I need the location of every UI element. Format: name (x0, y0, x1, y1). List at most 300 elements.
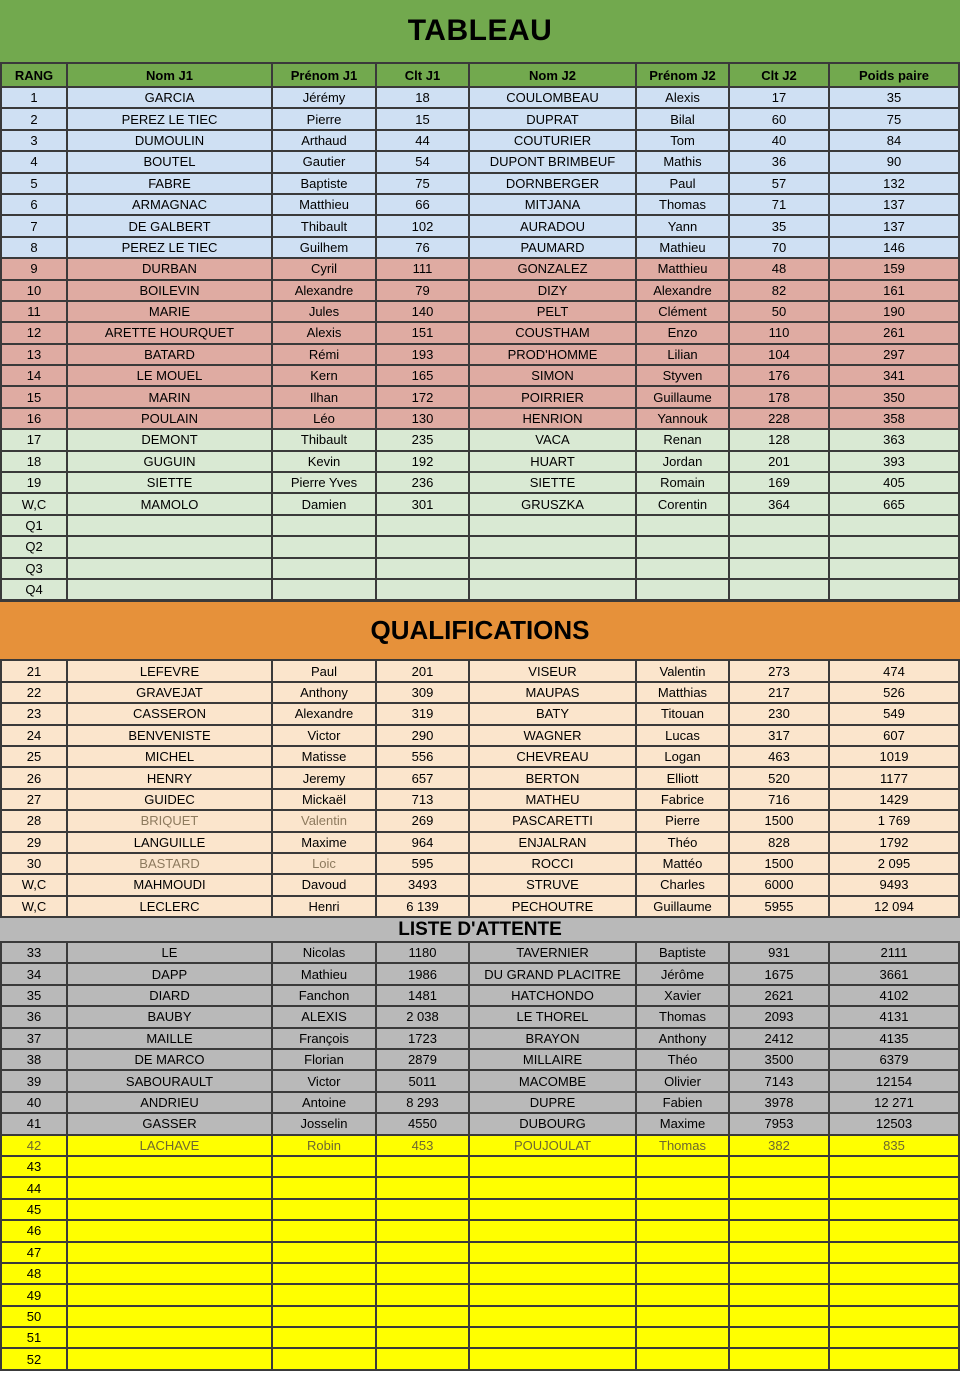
cell-nom-j1[interactable]: MARIE (68, 302, 273, 323)
cell-poids-paire[interactable]: 341 (830, 366, 960, 387)
column-header-nom-j1[interactable]: Nom J1 (68, 64, 273, 88)
cell-rang[interactable]: 4 (0, 152, 68, 173)
cell-nom-j2[interactable]: CHEVREAU (470, 747, 637, 768)
cell-poids-paire[interactable]: 4135 (830, 1029, 960, 1050)
cell-nom-j2[interactable]: PROD'HOMME (470, 345, 637, 366)
cell-rang[interactable]: 19 (0, 473, 68, 494)
cell-nom-j2[interactable] (470, 516, 637, 537)
cell-rang[interactable]: 40 (0, 1093, 68, 1114)
cell-clt-j1[interactable]: 453 (377, 1136, 470, 1157)
cell-rang[interactable]: 14 (0, 366, 68, 387)
cell-rang[interactable]: 41 (0, 1114, 68, 1135)
cell-clt-j2[interactable] (730, 1264, 830, 1285)
cell-clt-j1[interactable] (377, 1285, 470, 1306)
cell-poids-paire[interactable]: 835 (830, 1136, 960, 1157)
cell-poids-paire[interactable] (830, 1349, 960, 1370)
cell-nom-j1[interactable]: GASSER (68, 1114, 273, 1135)
cell-prenom-j1[interactable] (273, 1349, 377, 1370)
cell-prenom-j2[interactable]: Elliott (637, 768, 730, 789)
cell-clt-j2[interactable]: 50 (730, 302, 830, 323)
cell-prenom-j2[interactable] (637, 559, 730, 580)
cell-nom-j2[interactable]: DUPRE (470, 1093, 637, 1114)
cell-clt-j2[interactable]: 40 (730, 131, 830, 152)
cell-prenom-j2[interactable]: Jérôme (637, 964, 730, 985)
cell-nom-j2[interactable] (470, 1178, 637, 1199)
cell-clt-j2[interactable] (730, 1221, 830, 1242)
cell-rang[interactable]: 27 (0, 790, 68, 811)
cell-nom-j1[interactable]: ARETTE HOURQUET (68, 323, 273, 344)
cell-clt-j1[interactable]: 193 (377, 345, 470, 366)
cell-nom-j1[interactable]: HENRY (68, 768, 273, 789)
cell-nom-j2[interactable]: DU GRAND PLACITRE (470, 964, 637, 985)
cell-nom-j1[interactable]: POULAIN (68, 409, 273, 430)
banner-tableau[interactable] (0, 0, 960, 64)
cell-prenom-j2[interactable]: Lilian (637, 345, 730, 366)
cell-clt-j2[interactable] (730, 1349, 830, 1370)
cell-rang[interactable]: 38 (0, 1050, 68, 1071)
cell-prenom-j1[interactable]: Kevin (273, 452, 377, 473)
cell-prenom-j2[interactable]: Baptiste (637, 943, 730, 964)
cell-prenom-j1[interactable]: Victor (273, 726, 377, 747)
cell-nom-j1[interactable]: BASTARD (68, 854, 273, 875)
cell-prenom-j2[interactable]: Jordan (637, 452, 730, 473)
cell-clt-j2[interactable]: 178 (730, 387, 830, 408)
cell-poids-paire[interactable]: 9493 (830, 875, 960, 896)
cell-nom-j2[interactable]: BERTON (470, 768, 637, 789)
cell-rang[interactable]: 13 (0, 345, 68, 366)
cell-prenom-j2[interactable]: Matthias (637, 683, 730, 704)
cell-prenom-j1[interactable] (273, 559, 377, 580)
cell-clt-j2[interactable]: 176 (730, 366, 830, 387)
cell-rang[interactable]: W,C (0, 494, 68, 515)
cell-prenom-j2[interactable]: Olivier (637, 1071, 730, 1092)
cell-poids-paire[interactable]: 84 (830, 131, 960, 152)
cell-nom-j2[interactable]: ROCCI (470, 854, 637, 875)
cell-nom-j1[interactable]: FABRE (68, 174, 273, 195)
cell-rang[interactable]: 44 (0, 1178, 68, 1199)
cell-rang[interactable]: Q4 (0, 580, 68, 601)
cell-clt-j1[interactable] (377, 1200, 470, 1221)
cell-prenom-j1[interactable]: Anthony (273, 683, 377, 704)
cell-prenom-j2[interactable]: Matthieu (637, 259, 730, 280)
cell-prenom-j1[interactable] (273, 516, 377, 537)
cell-rang[interactable]: 8 (0, 238, 68, 259)
cell-nom-j2[interactable]: PELT (470, 302, 637, 323)
cell-clt-j2[interactable]: 201 (730, 452, 830, 473)
cell-prenom-j1[interactable]: Loic (273, 854, 377, 875)
cell-rang[interactable]: 10 (0, 281, 68, 302)
cell-poids-paire[interactable]: 146 (830, 238, 960, 259)
cell-clt-j2[interactable]: 35 (730, 216, 830, 237)
cell-poids-paire[interactable]: 12154 (830, 1071, 960, 1092)
cell-nom-j1[interactable]: DAPP (68, 964, 273, 985)
cell-poids-paire[interactable]: 2 095 (830, 854, 960, 875)
cell-poids-paire[interactable]: 137 (830, 195, 960, 216)
cell-rang[interactable]: 26 (0, 768, 68, 789)
cell-poids-paire[interactable]: 4102 (830, 986, 960, 1007)
cell-prenom-j2[interactable]: Tom (637, 131, 730, 152)
cell-poids-paire[interactable]: 3661 (830, 964, 960, 985)
cell-prenom-j2[interactable]: Pierre (637, 811, 730, 832)
cell-poids-paire[interactable]: 1 769 (830, 811, 960, 832)
cell-poids-paire[interactable]: 12503 (830, 1114, 960, 1135)
cell-prenom-j2[interactable] (637, 1285, 730, 1306)
cell-rang[interactable]: 16 (0, 409, 68, 430)
cell-nom-j2[interactable]: HUART (470, 452, 637, 473)
cell-prenom-j1[interactable] (273, 1307, 377, 1328)
cell-clt-j2[interactable]: 60 (730, 109, 830, 130)
cell-nom-j2[interactable]: GRUSZKA (470, 494, 637, 515)
cell-rang[interactable]: 22 (0, 683, 68, 704)
cell-rang[interactable]: 7 (0, 216, 68, 237)
cell-clt-j2[interactable]: 110 (730, 323, 830, 344)
cell-nom-j1[interactable] (68, 1243, 273, 1264)
cell-poids-paire[interactable]: 1177 (830, 768, 960, 789)
cell-clt-j2[interactable]: 364 (730, 494, 830, 515)
cell-rang[interactable]: 46 (0, 1221, 68, 1242)
banner-liste-attente[interactable] (0, 918, 960, 943)
cell-prenom-j1[interactable]: Alexandre (273, 281, 377, 302)
cell-rang[interactable]: 3 (0, 131, 68, 152)
cell-clt-j1[interactable]: 319 (377, 704, 470, 725)
cell-nom-j1[interactable] (68, 1157, 273, 1178)
cell-nom-j2[interactable]: COUSTHAM (470, 323, 637, 344)
cell-prenom-j1[interactable]: Matisse (273, 747, 377, 768)
cell-rang[interactable]: Q3 (0, 559, 68, 580)
cell-prenom-j1[interactable]: Jérémy (273, 88, 377, 109)
cell-prenom-j2[interactable]: Thomas (637, 1007, 730, 1028)
cell-prenom-j1[interactable] (273, 580, 377, 601)
cell-nom-j2[interactable] (470, 1328, 637, 1349)
cell-clt-j1[interactable]: 1180 (377, 943, 470, 964)
cell-clt-j1[interactable] (377, 559, 470, 580)
cell-rang[interactable]: 28 (0, 811, 68, 832)
cell-rang[interactable]: 42 (0, 1136, 68, 1157)
cell-nom-j2[interactable]: AURADOU (470, 216, 637, 237)
cell-clt-j2[interactable]: 1500 (730, 811, 830, 832)
cell-poids-paire[interactable] (830, 1200, 960, 1221)
cell-poids-paire[interactable] (830, 537, 960, 558)
column-header-clt-j2[interactable]: Clt J2 (730, 64, 830, 88)
cell-nom-j2[interactable] (470, 1349, 637, 1370)
cell-poids-paire[interactable]: 190 (830, 302, 960, 323)
cell-prenom-j2[interactable] (637, 1307, 730, 1328)
cell-rang[interactable]: 29 (0, 833, 68, 854)
cell-clt-j1[interactable]: 201 (377, 661, 470, 682)
cell-prenom-j2[interactable] (637, 516, 730, 537)
cell-clt-j2[interactable] (730, 559, 830, 580)
cell-nom-j1[interactable]: GARCIA (68, 88, 273, 109)
cell-prenom-j2[interactable]: Alexis (637, 88, 730, 109)
cell-prenom-j2[interactable]: Théo (637, 1050, 730, 1071)
cell-nom-j2[interactable]: COUTURIER (470, 131, 637, 152)
cell-clt-j1[interactable]: 556 (377, 747, 470, 768)
cell-clt-j1[interactable]: 964 (377, 833, 470, 854)
cell-clt-j2[interactable]: 1675 (730, 964, 830, 985)
cell-nom-j2[interactable] (470, 1221, 637, 1242)
cell-clt-j2[interactable]: 7953 (730, 1114, 830, 1135)
cell-nom-j1[interactable]: LEFEVRE (68, 661, 273, 682)
cell-nom-j1[interactable]: DUMOULIN (68, 131, 273, 152)
cell-poids-paire[interactable]: 35 (830, 88, 960, 109)
cell-prenom-j1[interactable]: Nicolas (273, 943, 377, 964)
cell-prenom-j1[interactable]: Damien (273, 494, 377, 515)
cell-prenom-j2[interactable] (637, 1178, 730, 1199)
cell-rang[interactable]: 25 (0, 747, 68, 768)
cell-nom-j2[interactable]: MACOMBE (470, 1071, 637, 1092)
cell-nom-j1[interactable]: ARMAGNAC (68, 195, 273, 216)
cell-rang[interactable]: 12 (0, 323, 68, 344)
cell-nom-j1[interactable]: DURBAN (68, 259, 273, 280)
cell-prenom-j2[interactable]: Théo (637, 833, 730, 854)
cell-poids-paire[interactable]: 132 (830, 174, 960, 195)
cell-nom-j1[interactable] (68, 1264, 273, 1285)
cell-prenom-j2[interactable]: Thomas (637, 195, 730, 216)
cell-prenom-j2[interactable]: Valentin (637, 661, 730, 682)
cell-clt-j1[interactable] (377, 1328, 470, 1349)
cell-poids-paire[interactable]: 405 (830, 473, 960, 494)
cell-poids-paire[interactable]: 1019 (830, 747, 960, 768)
cell-nom-j2[interactable]: ENJALRAN (470, 833, 637, 854)
cell-poids-paire[interactable]: 75 (830, 109, 960, 130)
cell-nom-j1[interactable]: MAHMOUDI (68, 875, 273, 896)
cell-poids-paire[interactable]: 159 (830, 259, 960, 280)
cell-nom-j1[interactable]: DE GALBERT (68, 216, 273, 237)
cell-clt-j1[interactable]: 18 (377, 88, 470, 109)
cell-prenom-j1[interactable]: Arthaud (273, 131, 377, 152)
cell-clt-j1[interactable]: 301 (377, 494, 470, 515)
cell-nom-j2[interactable] (470, 1243, 637, 1264)
banner-qualifications[interactable] (0, 601, 960, 661)
cell-nom-j2[interactable]: HATCHONDO (470, 986, 637, 1007)
cell-clt-j1[interactable] (377, 1243, 470, 1264)
cell-clt-j1[interactable]: 595 (377, 854, 470, 875)
cell-poids-paire[interactable]: 526 (830, 683, 960, 704)
cell-clt-j1[interactable]: 2879 (377, 1050, 470, 1071)
cell-nom-j2[interactable] (470, 580, 637, 601)
cell-nom-j2[interactable]: POUJOULAT (470, 1136, 637, 1157)
cell-prenom-j2[interactable]: Guillaume (637, 387, 730, 408)
cell-clt-j1[interactable]: 165 (377, 366, 470, 387)
cell-prenom-j1[interactable]: Mickaël (273, 790, 377, 811)
cell-prenom-j1[interactable] (273, 1178, 377, 1199)
cell-clt-j1[interactable]: 140 (377, 302, 470, 323)
cell-prenom-j1[interactable] (273, 1157, 377, 1178)
cell-nom-j1[interactable]: BENVENISTE (68, 726, 273, 747)
cell-rang[interactable]: 50 (0, 1307, 68, 1328)
cell-poids-paire[interactable]: 6379 (830, 1050, 960, 1071)
cell-prenom-j1[interactable]: Davoud (273, 875, 377, 896)
cell-prenom-j1[interactable] (273, 1328, 377, 1349)
cell-clt-j2[interactable]: 463 (730, 747, 830, 768)
cell-prenom-j1[interactable]: Antoine (273, 1093, 377, 1114)
cell-nom-j1[interactable]: DIARD (68, 986, 273, 1007)
cell-nom-j1[interactable]: BATARD (68, 345, 273, 366)
cell-poids-paire[interactable]: 90 (830, 152, 960, 173)
cell-prenom-j1[interactable]: Kern (273, 366, 377, 387)
cell-nom-j2[interactable]: MITJANA (470, 195, 637, 216)
cell-prenom-j2[interactable]: Fabien (637, 1093, 730, 1114)
cell-poids-paire[interactable]: 665 (830, 494, 960, 515)
cell-nom-j1[interactable] (68, 1285, 273, 1306)
cell-prenom-j1[interactable]: ALEXIS (273, 1007, 377, 1028)
cell-rang[interactable]: 24 (0, 726, 68, 747)
cell-clt-j2[interactable]: 17 (730, 88, 830, 109)
cell-poids-paire[interactable] (830, 1157, 960, 1178)
cell-clt-j2[interactable]: 128 (730, 430, 830, 451)
cell-prenom-j1[interactable]: Robin (273, 1136, 377, 1157)
cell-rang[interactable]: 49 (0, 1285, 68, 1306)
cell-prenom-j2[interactable]: Logan (637, 747, 730, 768)
column-header-poids-paire[interactable]: Poids paire (830, 64, 960, 88)
cell-poids-paire[interactable] (830, 1178, 960, 1199)
cell-prenom-j1[interactable] (273, 537, 377, 558)
cell-prenom-j1[interactable]: Thibault (273, 430, 377, 451)
cell-prenom-j1[interactable]: Paul (273, 661, 377, 682)
cell-clt-j2[interactable]: 5955 (730, 897, 830, 918)
cell-rang[interactable]: W,C (0, 875, 68, 896)
cell-rang[interactable]: 23 (0, 704, 68, 725)
cell-nom-j1[interactable]: MAMOLO (68, 494, 273, 515)
cell-rang[interactable]: 34 (0, 964, 68, 985)
cell-prenom-j1[interactable]: Gautier (273, 152, 377, 173)
cell-nom-j1[interactable]: LANGUILLE (68, 833, 273, 854)
cell-nom-j2[interactable]: GONZALEZ (470, 259, 637, 280)
cell-prenom-j1[interactable]: Pierre (273, 109, 377, 130)
cell-clt-j2[interactable]: 317 (730, 726, 830, 747)
cell-clt-j2[interactable]: 7143 (730, 1071, 830, 1092)
cell-clt-j1[interactable]: 290 (377, 726, 470, 747)
cell-nom-j1[interactable]: CASSERON (68, 704, 273, 725)
cell-clt-j1[interactable]: 1986 (377, 964, 470, 985)
cell-nom-j1[interactable]: DE MARCO (68, 1050, 273, 1071)
cell-clt-j2[interactable]: 2412 (730, 1029, 830, 1050)
cell-clt-j1[interactable]: 8 293 (377, 1093, 470, 1114)
cell-prenom-j2[interactable] (637, 1157, 730, 1178)
cell-prenom-j2[interactable]: Clément (637, 302, 730, 323)
cell-prenom-j1[interactable]: Mathieu (273, 964, 377, 985)
cell-poids-paire[interactable]: 12 094 (830, 897, 960, 918)
cell-nom-j2[interactable]: WAGNER (470, 726, 637, 747)
cell-prenom-j2[interactable] (637, 1221, 730, 1242)
cell-clt-j2[interactable]: 82 (730, 281, 830, 302)
cell-nom-j1[interactable]: GUIDEC (68, 790, 273, 811)
cell-prenom-j1[interactable] (273, 1243, 377, 1264)
cell-rang[interactable]: W,C (0, 897, 68, 918)
cell-clt-j2[interactable] (730, 1328, 830, 1349)
cell-prenom-j1[interactable]: Pierre Yves (273, 473, 377, 494)
cell-clt-j2[interactable]: 716 (730, 790, 830, 811)
cell-poids-paire[interactable]: 350 (830, 387, 960, 408)
cell-nom-j1[interactable] (68, 1221, 273, 1242)
cell-clt-j1[interactable]: 4550 (377, 1114, 470, 1135)
cell-nom-j1[interactable]: BOILEVIN (68, 281, 273, 302)
cell-prenom-j2[interactable] (637, 1264, 730, 1285)
cell-clt-j2[interactable]: 382 (730, 1136, 830, 1157)
cell-nom-j1[interactable]: BOUTEL (68, 152, 273, 173)
cell-prenom-j1[interactable]: Matthieu (273, 195, 377, 216)
cell-nom-j1[interactable] (68, 1307, 273, 1328)
cell-clt-j1[interactable]: 172 (377, 387, 470, 408)
cell-nom-j1[interactable]: MAILLE (68, 1029, 273, 1050)
cell-rang[interactable]: 43 (0, 1157, 68, 1178)
cell-clt-j2[interactable]: 217 (730, 683, 830, 704)
cell-nom-j1[interactable]: SABOURAULT (68, 1071, 273, 1092)
cell-prenom-j1[interactable] (273, 1285, 377, 1306)
cell-clt-j1[interactable]: 3493 (377, 875, 470, 896)
cell-nom-j2[interactable]: COULOMBEAU (470, 88, 637, 109)
cell-clt-j1[interactable] (377, 580, 470, 601)
cell-prenom-j2[interactable]: Xavier (637, 986, 730, 1007)
cell-clt-j2[interactable]: 1500 (730, 854, 830, 875)
cell-nom-j2[interactable]: MAUPAS (470, 683, 637, 704)
cell-nom-j1[interactable]: GRAVEJAT (68, 683, 273, 704)
cell-clt-j2[interactable]: 36 (730, 152, 830, 173)
cell-rang[interactable]: 5 (0, 174, 68, 195)
cell-prenom-j1[interactable]: Maxime (273, 833, 377, 854)
cell-clt-j1[interactable]: 269 (377, 811, 470, 832)
cell-rang[interactable]: 2 (0, 109, 68, 130)
cell-prenom-j2[interactable] (637, 1200, 730, 1221)
cell-poids-paire[interactable]: 363 (830, 430, 960, 451)
cell-nom-j2[interactable]: POIRRIER (470, 387, 637, 408)
cell-nom-j2[interactable] (470, 1200, 637, 1221)
cell-poids-paire[interactable] (830, 580, 960, 601)
cell-rang[interactable]: 37 (0, 1029, 68, 1050)
cell-prenom-j1[interactable]: Jeremy (273, 768, 377, 789)
cell-clt-j1[interactable]: 76 (377, 238, 470, 259)
cell-nom-j2[interactable]: SIETTE (470, 473, 637, 494)
cell-clt-j1[interactable]: 151 (377, 323, 470, 344)
cell-rang[interactable]: 17 (0, 430, 68, 451)
cell-nom-j1[interactable]: MARIN (68, 387, 273, 408)
cell-clt-j2[interactable] (730, 580, 830, 601)
cell-nom-j1[interactable]: BAUBY (68, 1007, 273, 1028)
cell-poids-paire[interactable]: 393 (830, 452, 960, 473)
cell-clt-j1[interactable] (377, 1349, 470, 1370)
cell-nom-j2[interactable]: VISEUR (470, 661, 637, 682)
cell-nom-j1[interactable]: PEREZ LE TIEC (68, 238, 273, 259)
cell-prenom-j2[interactable]: Romain (637, 473, 730, 494)
cell-clt-j2[interactable] (730, 537, 830, 558)
cell-clt-j2[interactable]: 71 (730, 195, 830, 216)
cell-prenom-j1[interactable]: Valentin (273, 811, 377, 832)
column-header-nom-j2[interactable]: Nom J2 (470, 64, 637, 88)
cell-nom-j2[interactable]: SIMON (470, 366, 637, 387)
cell-nom-j1[interactable]: PEREZ LE TIEC (68, 109, 273, 130)
cell-prenom-j2[interactable]: Yannouk (637, 409, 730, 430)
cell-clt-j2[interactable]: 931 (730, 943, 830, 964)
column-header-prenom-j1[interactable]: Prénom J1 (273, 64, 377, 88)
cell-rang[interactable]: 35 (0, 986, 68, 1007)
cell-prenom-j2[interactable] (637, 1349, 730, 1370)
cell-prenom-j2[interactable]: Enzo (637, 323, 730, 344)
cell-clt-j1[interactable]: 44 (377, 131, 470, 152)
cell-poids-paire[interactable]: 549 (830, 704, 960, 725)
cell-clt-j1[interactable] (377, 1307, 470, 1328)
cell-prenom-j2[interactable]: Alexandre (637, 281, 730, 302)
cell-prenom-j2[interactable]: Lucas (637, 726, 730, 747)
cell-prenom-j2[interactable]: Charles (637, 875, 730, 896)
cell-prenom-j2[interactable]: Mathis (637, 152, 730, 173)
cell-clt-j1[interactable]: 1481 (377, 986, 470, 1007)
cell-prenom-j2[interactable]: Titouan (637, 704, 730, 725)
cell-prenom-j2[interactable]: Paul (637, 174, 730, 195)
cell-clt-j1[interactable]: 111 (377, 259, 470, 280)
column-header-prenom-j2[interactable]: Prénom J2 (637, 64, 730, 88)
cell-nom-j1[interactable] (68, 1349, 273, 1370)
cell-nom-j2[interactable]: DUPONT BRIMBEUF (470, 152, 637, 173)
